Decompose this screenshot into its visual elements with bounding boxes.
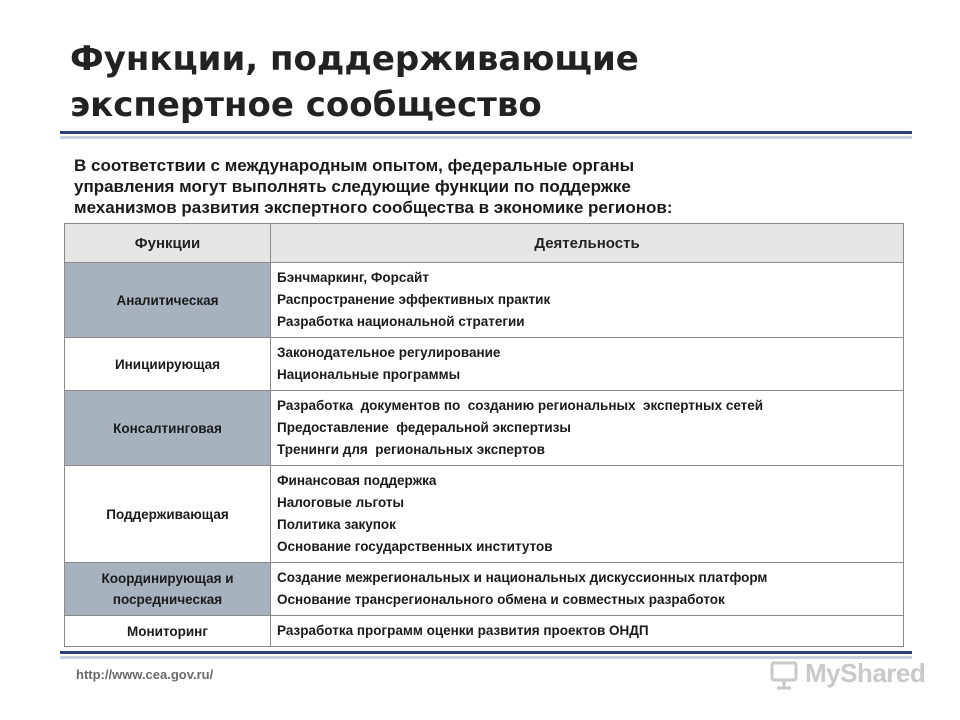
intro-line-2: управления могут выполнять следующие функции по поддержке [74, 177, 631, 196]
intro-line-3: механизмов развития экспертного сообщества в экономике регионов: [74, 198, 673, 217]
function-cell: Координирующая и посредническая [65, 563, 271, 616]
slide-title [70, 36, 890, 128]
table-row [65, 563, 904, 616]
header-activities: Деятельность [271, 224, 904, 263]
source-link[interactable]: http://www.cea.gov.ru/ [76, 667, 214, 682]
activity-item: Налоговые льготы [277, 495, 405, 510]
activity-item: Тренинги для региональных экспертов [277, 442, 545, 457]
activity-item: Финансовая поддержка [277, 473, 437, 488]
title-line-2: экспертное сообщество [70, 85, 542, 125]
activity-item: Национальные программы [277, 367, 461, 382]
activity-item: Разработка национальной стратегии [277, 314, 525, 329]
table-row [65, 616, 904, 647]
activity-cell [271, 263, 904, 338]
function-cell: Мониторинг [65, 616, 271, 647]
bottom-divider-dark [60, 651, 912, 654]
top-divider-light [60, 136, 912, 139]
function-cell: Аналитическая [65, 263, 271, 338]
activity-item: Основание государственных институтов [277, 539, 553, 554]
watermark-logo [768, 656, 928, 692]
activity-item: Создание межрегиональных и национальных дискуссионных платформ [277, 570, 768, 585]
activity-cell [271, 616, 904, 647]
activity-item: Бэнчмаркинг, Форсайт [277, 270, 429, 285]
activity-cell [271, 338, 904, 391]
function-cell: Консалтинговая [65, 391, 271, 466]
activity-item: Разработка программ оценки развития проектов ОНДП [277, 623, 649, 638]
activity-item: Политика закупок [277, 517, 396, 532]
activity-item: Основание трансрегионального обмена и совместных разработок [277, 592, 725, 607]
table-header-row [65, 224, 904, 263]
intro-text [74, 155, 874, 218]
table-row [65, 466, 904, 563]
functions-table [64, 223, 904, 647]
activity-item: Разработка документов по созданию региональных экспертных сетей [277, 398, 764, 413]
function-cell: Поддерживающая [65, 466, 271, 563]
activity-item: Законодательное регулирование [277, 345, 501, 360]
activity-cell [271, 466, 904, 563]
table-row [65, 263, 904, 338]
title-line-1: Функции, поддерживающие [70, 39, 639, 79]
function-cell: Инициирующая [65, 338, 271, 391]
intro-line-1: В соответствии с международным опытом, федеральные органы [74, 156, 635, 175]
header-functions: Функции [65, 224, 271, 263]
activity-cell [271, 391, 904, 466]
watermark-text: MyShared [805, 658, 926, 688]
activity-item: Распространение эффективных практик [277, 292, 551, 307]
top-divider-dark [60, 131, 912, 134]
table-row [65, 338, 904, 391]
table-row [65, 391, 904, 466]
activity-item: Предоставление федеральной экспертизы [277, 420, 571, 435]
activity-cell [271, 563, 904, 616]
presentation-icon [768, 659, 800, 691]
